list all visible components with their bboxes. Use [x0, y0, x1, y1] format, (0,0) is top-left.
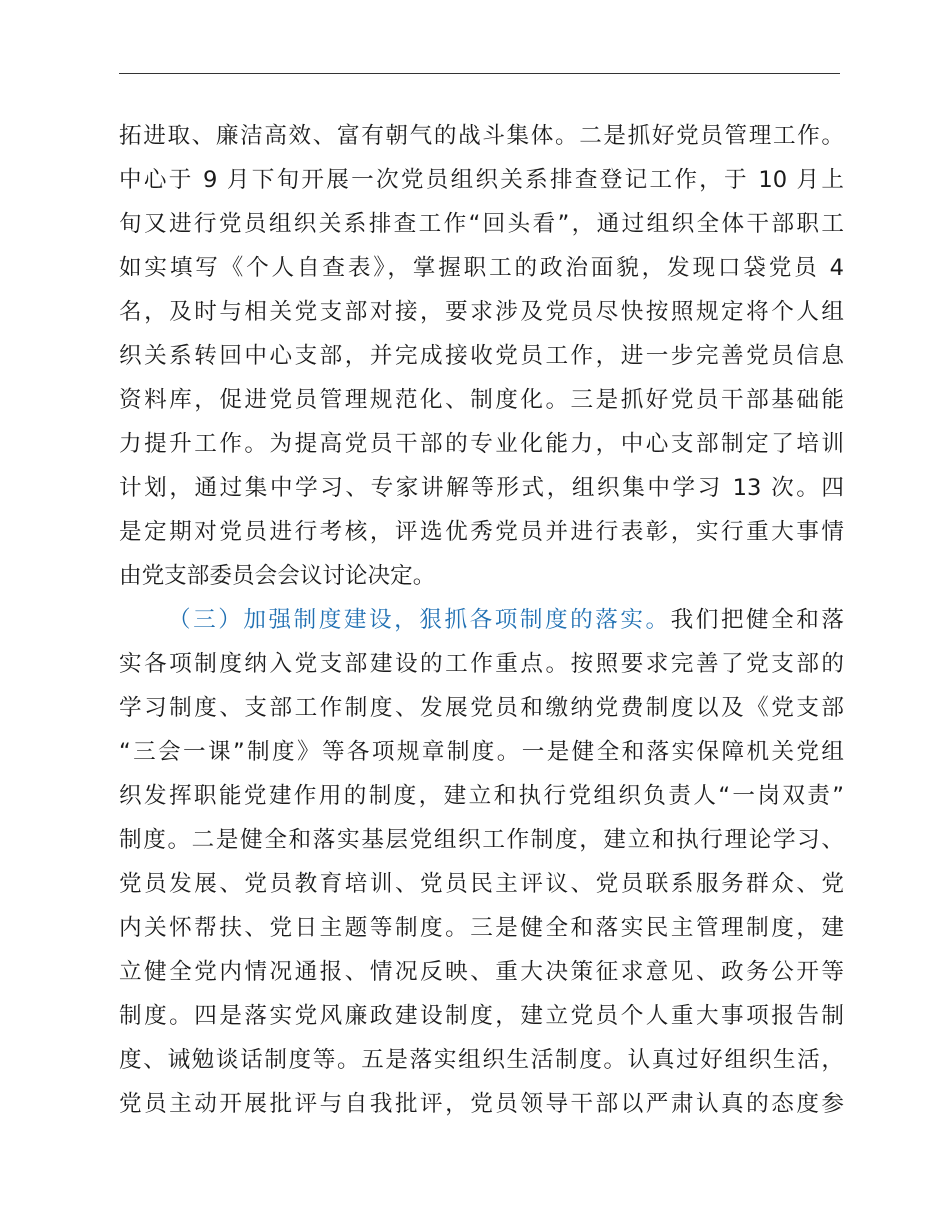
paragraph-line: “三会一课”制度》等各项规章制度。一是健全和落实保障机关党组	[119, 739, 844, 765]
section-heading: （三）加强制度建设，狠抓各项制度的落实。	[168, 607, 671, 633]
paragraph-line: 织关系转回中心支部，并完成接收党员工作，进一步完善党员信息	[119, 343, 844, 369]
paragraph-line: 由党支部委员会会议讨论决定。	[119, 563, 436, 589]
paragraph-line: 名，及时与相关党支部对接，要求涉及党员尽快按照规定将个人组	[119, 299, 844, 325]
paragraph-line: 如实填写《个人自查表》，掌握职工的政治面貌，发现口袋党员 4	[119, 255, 844, 281]
paragraph-line: 内关怀帮扶、党日主题等制度。三是健全和落实民主管理制度，建	[119, 915, 844, 941]
body-text	[119, 114, 844, 1126]
paragraph-line: 中心于 9 月下旬开展一次党员组织关系排查登记工作，于 10 月上	[119, 167, 844, 193]
paragraph-line: 旬又进行党员组织关系排查工作“回头看”，通过组织全体干部职工	[119, 211, 844, 237]
paragraph-line: 度、诫勉谈话制度等。五是落实组织生活制度。认真过好组织生活，	[119, 1047, 844, 1073]
paragraph-line: 力提升工作。为提高党员干部的专业化能力，中心支部制定了培训	[119, 431, 844, 457]
paragraph-line: 资料库，促进党员管理规范化、制度化。三是抓好党员干部基础能	[119, 387, 844, 413]
section-heading-line	[119, 598, 844, 642]
paragraph-line: 党员发展、党员教育培训、党员民主评议、党员联系服务群众、党	[119, 871, 844, 897]
paragraph-line: 立健全党内情况通报、情况反映、重大决策征求意见、政务公开等	[119, 959, 844, 985]
paragraph-line: 织发挥职能党建作用的制度，建立和执行党组织负责人“一岗双责”	[119, 783, 844, 809]
paragraph-line-rest: 我们把健全和落	[670, 607, 845, 633]
paragraph-line: 学习制度、支部工作制度、发展党员和缴纳党费制度以及《党支部	[119, 695, 844, 721]
paragraph-line: 拓进取、廉洁高效、富有朝气的战斗集体。二是抓好党员管理工作。	[119, 123, 844, 149]
paragraph-line: 是定期对党员进行考核，评选优秀党员并进行表彰，实行重大事情	[119, 519, 844, 545]
header-rule	[119, 73, 840, 74]
paragraph-line: 计划，通过集中学习、专家讲解等形式，组织集中学习 13 次。四	[119, 475, 844, 501]
paragraph-line: 实各项制度纳入党支部建设的工作重点。按照要求完善了党支部的	[119, 651, 844, 677]
paragraph-line: 制度。二是健全和落实基层党组织工作制度，建立和执行理论学习、	[119, 827, 844, 853]
paragraph-line: 制度。四是落实党风廉政建设制度，建立党员个人重大事项报告制	[119, 1003, 844, 1029]
paragraph-line: 党员主动开展批评与自我批评，党员领导干部以严肃认真的态度参	[119, 1091, 844, 1117]
